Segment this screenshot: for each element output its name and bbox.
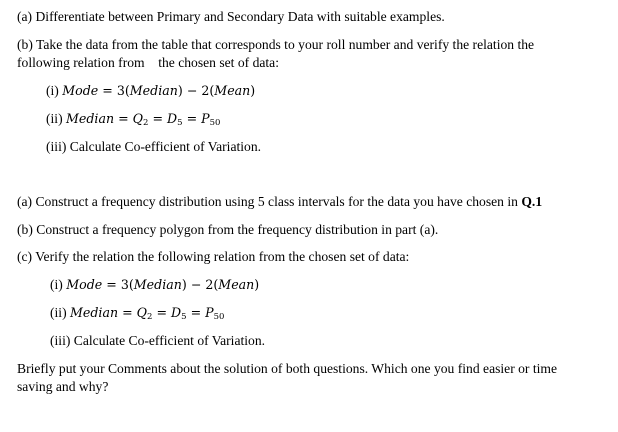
q2-relation-i	[50, 276, 259, 293]
q2-part-a-text: (a) Construct a frequency distribution using 5 class intervals for the data you have chosen in	[17, 194, 522, 209]
q2-relation-ii-label: (ii)	[50, 305, 67, 320]
q2-relation-iii: (iii) Calculate Co-efficient of Variation.	[50, 333, 266, 348]
q1-mode-equation: Mode = 3(Median) − 2(Mean)	[62, 83, 256, 98]
q2-relation-i-label: (i)	[50, 277, 63, 292]
q2-part-a-reference: Q.1	[521, 194, 543, 209]
q2-part-a	[17, 193, 542, 210]
q2-relation-ii	[50, 304, 224, 321]
q1-relation-i	[46, 82, 255, 99]
q1-part-b-line2: following relation from the chosen set of data:	[17, 55, 279, 70]
q1-median-equation: Median = $Q_2 = D_5 = P_{50}$	[66, 111, 221, 128]
closing-line2: saving and why?	[17, 379, 109, 394]
q1-part-b-line1: (b) Take the data from the table that corresponds to your roll number and verify the relation the	[17, 37, 535, 52]
closing-line1: Briefly put your Comments about the solution of both questions. Which one you find easier or time	[17, 361, 558, 376]
q2-part-b: (b) Construct a frequency polygon from the frequency distribution in part (a).	[17, 222, 439, 237]
q1-relation-iii: (iii) Calculate Co-efficient of Variation.	[46, 139, 262, 154]
q1-part-a: (a) Differentiate between Primary and Secondary Data with suitable examples.	[17, 9, 445, 24]
q2-part-c: (c) Verify the relation the following relation from the chosen set of data:	[17, 249, 410, 264]
q1-relation-i-label: (i)	[46, 83, 59, 98]
q2-mode-equation: Mode = 3(Median) − 2(Mean)	[66, 277, 260, 292]
q1-relation-ii-label: (ii)	[46, 111, 63, 126]
q2-median-equation: Median = $Q_2 = D_5 = P_{50}$	[70, 305, 225, 322]
q1-relation-ii	[46, 110, 220, 127]
